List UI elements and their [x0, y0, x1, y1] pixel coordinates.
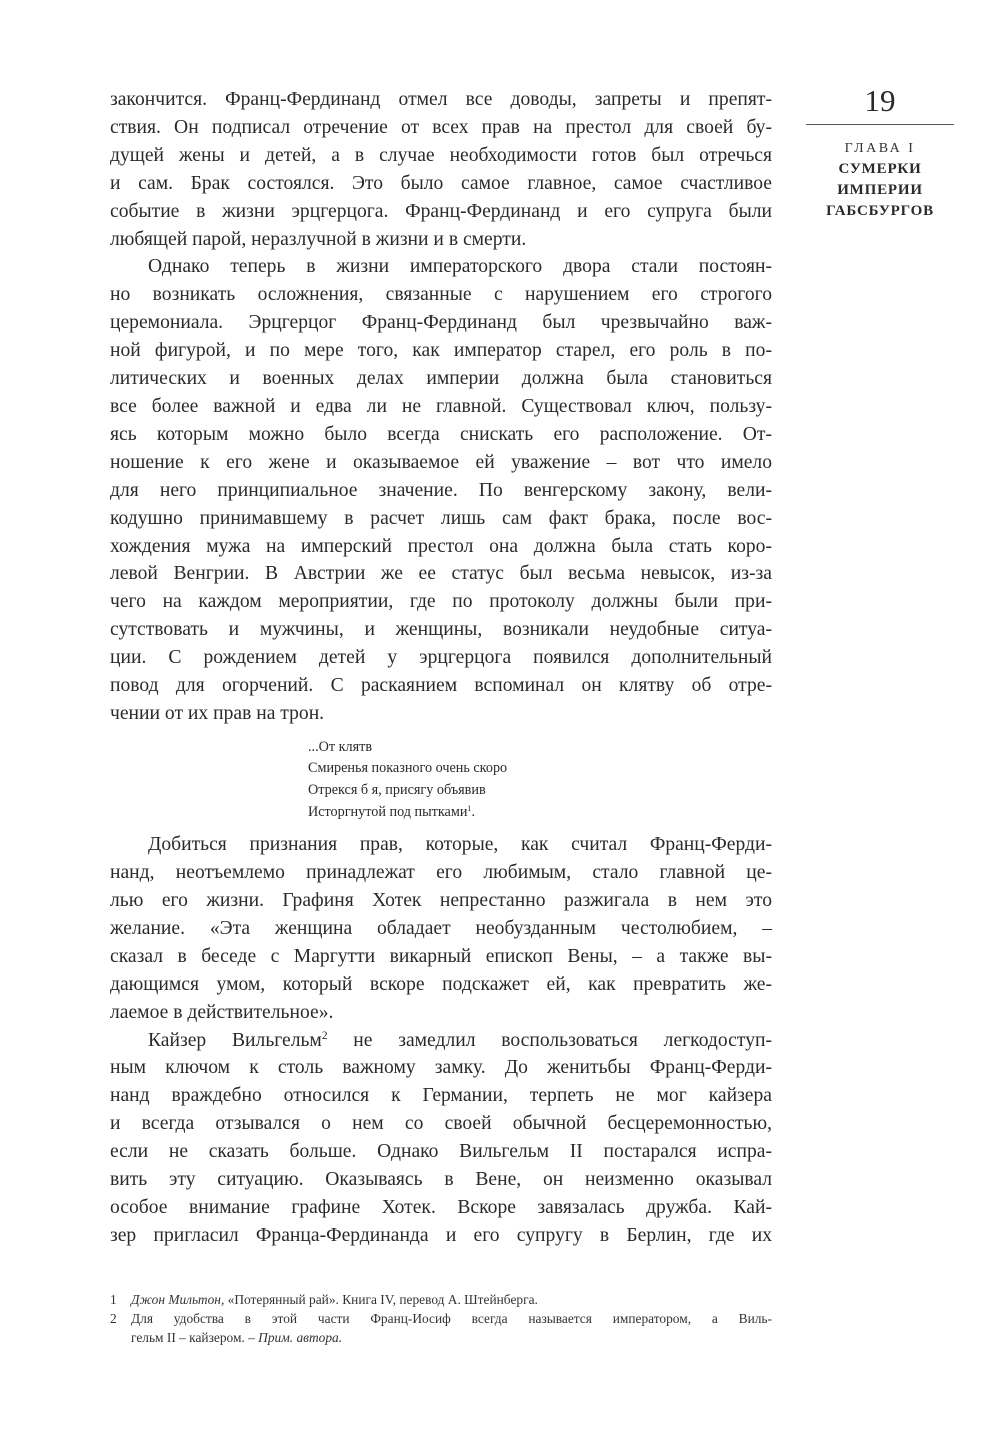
text-line: нанд, неотъемлемо принадлежат его любимым, стало главной це- [110, 862, 772, 884]
text-line: сказал в беседе с Маргутти викарный епископ Вены, – а также вы- [110, 945, 772, 967]
text-line: зер пригласил Франца-Фердинанда и его супругу в Берлин, где их [110, 1224, 772, 1246]
author-note: Прим. автора. [258, 1330, 343, 1345]
text-line: Однако теперь в жизни императорского двора стали постоян- [148, 256, 772, 278]
footnote [110, 1290, 772, 1309]
footnote-line [131, 1328, 772, 1347]
footnote-line: Для удобства в этой части Франц-Иосиф всегда называется императором, а Виль- [131, 1311, 772, 1326]
text-line: ным ключом к столь важному замку. До женитьбы Франц-Ферди- [110, 1057, 772, 1079]
text-line: лаемое в действительное». [110, 1001, 334, 1023]
chapter-title-line: ИМПЕРИИ [837, 182, 923, 198]
footnote [110, 1309, 772, 1347]
chapter-title-line: ГАБСБУРГОВ [826, 203, 934, 219]
header-rule [806, 124, 954, 125]
footnote-text [131, 1309, 772, 1347]
text-fragment: не замедлил воспользоваться легкодоступ- [327, 1029, 772, 1051]
text-line: хождения мужа на имперский престол она должна была стать коро- [110, 535, 772, 557]
footnote-number: 1 [110, 1292, 117, 1307]
verse-end-punct: . [471, 803, 476, 820]
text-line: ясь которым можно было всегда снискать его расположение. От- [110, 423, 772, 445]
text-line: повод для огорчений. С раскаянием вспоминал он клятву об отре- [110, 675, 772, 697]
text-line: любящей парой, неразлучной в жизни и в смерти. [110, 228, 527, 250]
paragraph [110, 86, 772, 253]
footnote-body: гельм II – кайзером. – [131, 1330, 259, 1345]
text-line: и сам. Брак состоялся. Это было самое главное, самое счастливое [110, 172, 772, 194]
text-line: нанд враждебно относился к Германии, терпеть не мог кайзера [110, 1085, 772, 1107]
text-line: вить эту ситуацию. Оказываясь в Вене, он неизменно оказывал [110, 1169, 772, 1191]
text-line: и всегда отзывался о нем со своей обычной бесцеремонностью, [110, 1113, 772, 1135]
verse-line [308, 802, 772, 824]
text-line: ствия. Он подписал отречение от всех прав на престол для своей бу- [110, 116, 772, 138]
text-line: если не сказать больше. Однако Вильгельм II постарался испра- [110, 1141, 772, 1163]
footnote-ref[interactable]: 1 [467, 803, 472, 813]
text-line: литических и военных делах империи должна была становиться [110, 368, 772, 390]
text-line: дающимся умом, который вскоре подскажет ей, как превратить же- [110, 973, 772, 995]
text-line: кодушно принимавшему в расчет лишь сам факт брака, после вос- [110, 507, 772, 529]
footnote-body: «Потерянный рай». Книга IV, перевод А. Штейнберга. [224, 1292, 538, 1307]
text-line: Добиться признания прав, которые, как считал Франц-Ферди- [148, 834, 772, 856]
verse-line: Отрекся б я, присягу объявив [308, 782, 486, 799]
paragraph [110, 253, 772, 727]
text-fragment: Кайзер Вильгельм [148, 1029, 322, 1051]
body-text [110, 86, 772, 1250]
text-line: для него принципиальное значение. По венгерскому закону, вели- [110, 479, 772, 501]
text-line: лью его жизни. Графиня Хотек непрестанно разжигала в нем это [110, 890, 772, 912]
verse-line: ...От клятв [308, 738, 373, 755]
running-head [806, 82, 954, 222]
text-line: сутствовать и мужчины, и женщины, возникали неудобные ситуа- [110, 619, 772, 641]
text-line: ношение к его жене и оказываемое ей уважение – вот что имело [110, 451, 772, 473]
footnotes [110, 1290, 772, 1347]
text-line [110, 1027, 772, 1055]
paragraph [110, 831, 772, 1026]
verse-line-text: Исторгнутой под пытками [308, 803, 468, 820]
text-line: все более важной и едва ли не главной. Существовал ключ, пользу- [110, 395, 772, 417]
paragraph [110, 1027, 772, 1250]
text-line: но возникать осложнения, связанные с нарушением его строгого [110, 284, 772, 306]
text-line: чего на каждом мероприятии, где по протоколу должны были при- [110, 591, 772, 613]
footnote-author: Джон Мильтон, [131, 1292, 225, 1307]
footnote-ref[interactable]: 2 [321, 1029, 328, 1042]
text-line: желание. «Эта женщина обладает необузданным честолюбием, – [110, 917, 772, 939]
text-line: событие в жизни эрцгерцога. Франц-Фердинанд и его супруга были [110, 200, 772, 222]
text-line: чении от их прав на трон. [110, 702, 325, 724]
verse-quote [308, 737, 772, 823]
text-line: ции. С рождением детей у эрцгерцога появился дополнительный [110, 647, 772, 669]
footnote-number: 2 [110, 1311, 117, 1326]
chapter-title-line: СУМЕРКИ [838, 161, 922, 177]
text-line: особое внимание графине Хотек. Вскоре завязалась дружба. Кай- [110, 1197, 772, 1218]
text-line: левой Венгрии. В Австрии же ее статус был весьма невысок, из-за [110, 563, 772, 585]
verse-line: Смиренья показного очень скоро [308, 760, 508, 777]
chapter-label: ГЛАВА I [844, 141, 916, 156]
text-line: закончится. Франц-Фердинанд отмел все доводы, запреты и препят- [110, 89, 772, 110]
page-number: 19 [864, 83, 896, 118]
footnote-text [131, 1290, 772, 1309]
text-line: дущей жены и детей, а в случае необходимости готов был отречься [110, 144, 772, 166]
text-line: ной фигурой, и по мере того, как император старел, его роль в по- [110, 340, 772, 362]
text-line: церемониала. Эрцгерцог Франц-Фердинанд был чрезвычайно важ- [110, 312, 772, 334]
